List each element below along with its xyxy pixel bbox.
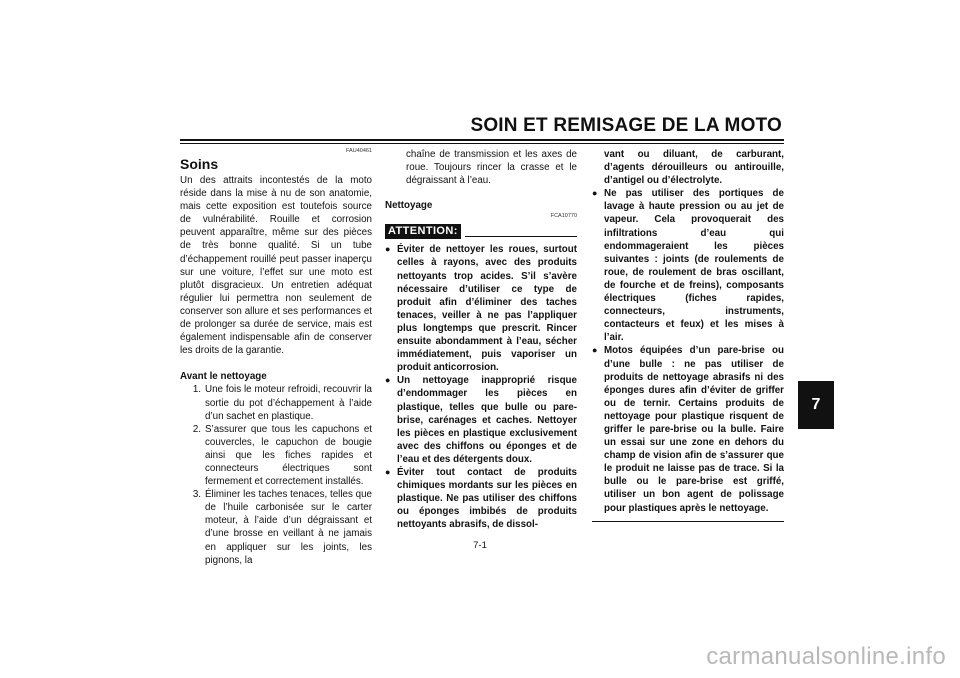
list-item: [592, 344, 784, 514]
step-number: 1.: [192, 384, 201, 396]
attention-label: ATTENTION:: [385, 224, 461, 239]
list-item: [592, 187, 784, 344]
watermark-link[interactable]: carmanualsonline.info: [706, 643, 946, 670]
bullet-icon: ●: [592, 345, 598, 356]
subheading-before-cleaning: Avant le nettoyage: [180, 371, 267, 383]
header-rule-thin: [180, 143, 784, 144]
header-rule-thick: [180, 139, 784, 141]
section-title: Soins: [180, 156, 219, 172]
steps-list: [180, 383, 372, 566]
step-text: S’assurer que tous les capuchons et couvercles, le capuchon de bougie ainsi que les fiches rapides et connecteurs électriques sont fermement et correctement installés.: [205, 423, 372, 488]
attention-header: [385, 224, 577, 239]
caution-bullets-continued: [592, 187, 784, 514]
bullet-icon: ●: [385, 375, 391, 386]
caution-code: FCA10770: [550, 213, 577, 220]
column-2: [385, 148, 577, 531]
list-item: [180, 383, 372, 422]
bullet-continuation: vant ou diluant, de carburant, d’agents dérouilleurs ou antirouille, d’antigel ou d’électrolyte.: [604, 149, 784, 187]
chapter-number: 7: [811, 396, 821, 413]
step-number: 3.: [192, 489, 201, 501]
list-item: [180, 423, 372, 488]
list-item: [180, 488, 372, 567]
list-item: [385, 243, 577, 374]
bullet-icon: ●: [385, 244, 391, 255]
list-item: [385, 374, 577, 466]
bullet-text: Éviter tout contact de produits chimiques mordants sur les pièces en plastique. Ne pas utiliser des chiffons ou éponges imbibés de produits nettoyants abrasifs, de dissol-: [397, 466, 577, 531]
caution-bullets: [385, 243, 577, 531]
intro-paragraph: Un des attraits incontestés de la moto réside dans la mise à nu de son anatomie, mais cette exposition est toutefois source de vulnérabilité. Rouille et corrosion peuvent apparaître, même sur des pièces de très bonne qualité. Si un tube d’échappement rouillé peut passer inaperçu sur une voiture, l’effet sur une moto est plutôt disgracieux. Un entretien adéquat régulier lui permettra non seulement de conserver son allure et ses performances et de prolonger sa durée de service, mais est également indispensable afin de conserver les droits de la garantie.: [180, 175, 372, 357]
subheading-cleaning: Nettoyage: [385, 200, 433, 212]
page-number: 7-1: [473, 540, 487, 551]
bullet-text: Ne pas utiliser des portiques de lavage à haute pression ou au jet de vapeur. Cela provoquerait des infiltrations d’eau qui endommageraient les pièces suivantes : joints (de roulements de roue, de roulement de bras oscillant, de fourche et de freins), composants électriques (fiches rapides, connecteurs, instruments, contacteurs et feux) et les mises à l’air.: [604, 188, 784, 344]
bullet-icon: ●: [592, 188, 598, 199]
step-text: Éliminer les taches tenaces, telles que de l’huile carbonisée sur le carter moteur, à l’aide d’un dégraissant et d’une brosse en veillant à ne jamais en appliquer sur les joints, les pignons, la: [205, 489, 372, 566]
attention-rule: [465, 236, 577, 237]
column-1: [180, 148, 372, 567]
caution-end-rule: [592, 521, 784, 522]
page-title: SOIN ET REMISAGE DE LA MOTO: [470, 115, 782, 136]
column-3: [592, 148, 784, 522]
bullet-text: Éviter de nettoyer les roues, surtout celles à rayons, avec des produits nettoyants trop acides. S’il s’avère nécessaire d’utiliser ce type de produit afin d’éliminer des taches tenaces, veiller à ne pas l’appliquer plus longtemps que prescrit. Rincer ensuite abondamment à l’eau, sécher immédiatement, puis vaporiser un produit anticorrosion.: [397, 244, 577, 374]
step-text: Une fois le moteur refroidi, recouvrir la sortie du pot d’échappement à l’aide d’un sachet en plastique.: [205, 384, 372, 422]
list-item: [385, 466, 577, 531]
bullet-icon: ●: [385, 466, 391, 477]
bullet-text: Motos équipées d’un pare-brise ou d’une bulle : ne pas utiliser de produits de nettoyage abrasifs ni des éponges dures afin d’éviter de griffer ou de ternir. Certains produits de nettoyage pour plastique risquent de griffer le pare-brise ou la bulle. Faire un essai sur une zone en dehors du champ de vision afin de s’assurer que le produit ne laisse pas de trace. Si la bulle ou le pare-brise est griffé, utiliser un bon agent de polissage pour plastiques après le nettoyage.: [604, 345, 784, 514]
bullet-text: Un nettoyage inapproprié risque d’endommager les pièces en plastique, telles que bulle ou pare-brise, carénages et caches. Nettoyer les pièces en plastique exclusivement avec des chiffons ou éponges et de l’eau et des détergents doux.: [397, 375, 577, 465]
chapter-tab: [798, 381, 834, 429]
step-continuation: chaîne de transmission et les axes de roue. Toujours rincer la crasse et le dégraissant à l’eau.: [406, 149, 577, 187]
step-number: 2.: [192, 423, 201, 435]
section-code: FAU40461: [346, 148, 372, 154]
